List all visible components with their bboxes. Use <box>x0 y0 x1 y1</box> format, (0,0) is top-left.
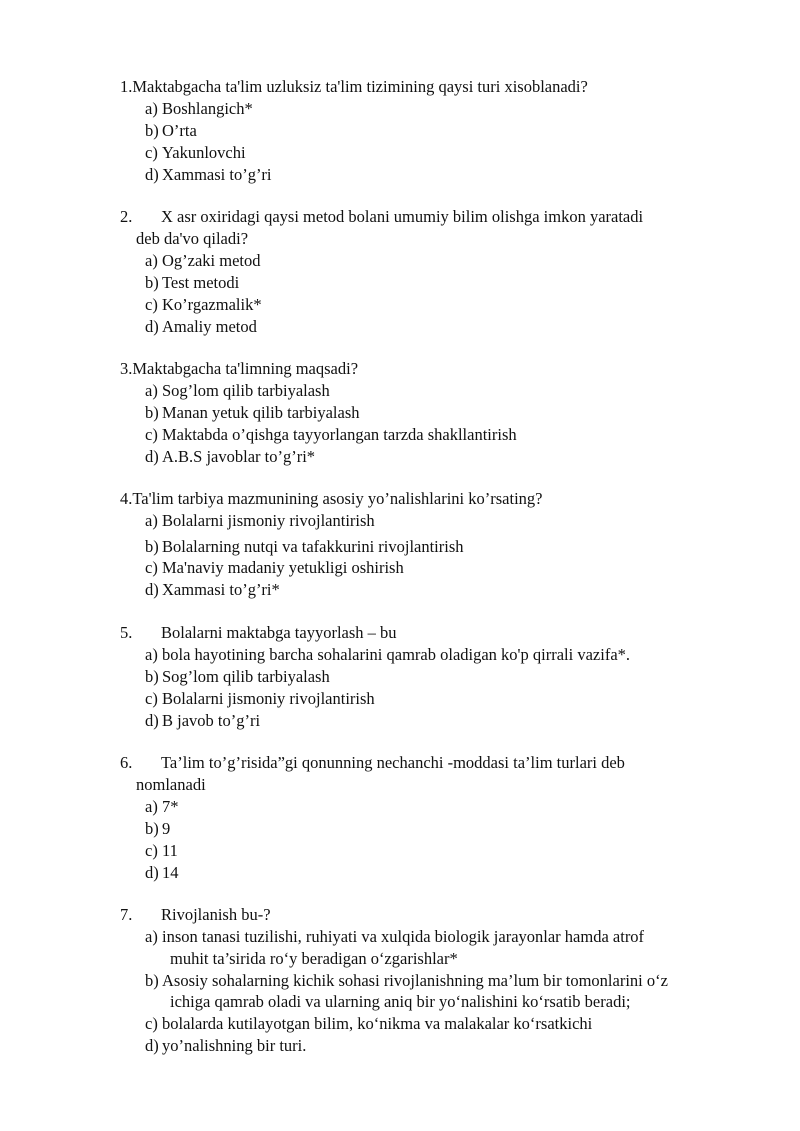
option-text: Asosiy sohalarning kichik sohasi rivojlanishning ma’lum bir tomonlarini o‘z <box>162 971 668 990</box>
question-stem: Rivojlanish bu-? <box>161 905 271 924</box>
option-text: 9 <box>162 819 171 838</box>
option-text: Xammasi to’g’ri <box>162 165 272 184</box>
option-b <box>145 120 197 142</box>
question-text <box>120 752 625 774</box>
option-text: Sog’lom qilib tarbiyalash <box>162 667 330 686</box>
option-b-continued: ichiga qamrab oladi va ularning aniq bir yo‘nalishini ko‘rsatib beradi; <box>170 992 631 1011</box>
option-letter: a) <box>145 797 158 816</box>
option-letter: d) <box>145 165 159 184</box>
option-text: Boshlangich* <box>162 99 253 118</box>
question-stem: Maktabgacha ta'limning maqsadi? <box>132 359 359 378</box>
option-a <box>145 98 253 120</box>
option-text: 11 <box>162 841 178 860</box>
option-letter: c) <box>145 841 158 860</box>
option-letter: a) <box>145 381 158 400</box>
option-b <box>145 272 239 294</box>
option-letter: b) <box>145 403 159 422</box>
option-text: inson tanasi tuzilishi, ruhiyati va xulqida biologik jarayonlar hamda atrof <box>162 927 645 946</box>
option-text: Sog’lom qilib tarbiyalash <box>162 381 330 400</box>
option-text: Og’zaki metod <box>162 251 261 270</box>
option-text: A.B.S javoblar to’g’ri* <box>162 447 316 466</box>
option-letter: d) <box>145 711 159 730</box>
option-b <box>145 818 170 840</box>
option-a <box>145 644 630 666</box>
option-letter: b) <box>145 667 159 686</box>
option-c <box>145 142 246 164</box>
option-text: Xammasi to’g’ri* <box>162 580 280 599</box>
question-text-continued: deb da'vo qiladi? <box>136 229 249 248</box>
option-letter: c) <box>145 295 158 314</box>
option-letter: b) <box>145 819 159 838</box>
option-c <box>145 1013 592 1035</box>
option-letter: c) <box>145 1014 158 1033</box>
option-text: 7* <box>162 797 179 816</box>
question-stem: Ta’lim to’g’risida”gi qonunning nechanchi -moddasi ta’lim turlari deb <box>161 753 625 772</box>
option-b <box>145 970 668 992</box>
option-c <box>145 557 404 579</box>
option-text: Bolalarning nutqi va tafakkurini rivojlantirish <box>162 537 464 556</box>
option-b <box>145 402 360 424</box>
question-stem: X asr oxiridagi qaysi metod bolani umumiy bilim olishga imkon yaratadi <box>161 207 644 226</box>
option-letter: b) <box>145 537 159 556</box>
question-stem: Bolalarni maktabga tayyorlash – bu <box>161 623 397 642</box>
option-d <box>145 164 272 186</box>
option-b <box>145 536 464 558</box>
option-text: bola hayotining barcha sohalarini qamrab oladigan ko'p qirrali vazifa*. <box>162 645 631 664</box>
option-text: yo’nalishning bir turi. <box>162 1036 307 1055</box>
question-stem: Maktabgacha ta'lim uzluksiz ta'lim tizimining qaysi turi xisoblanadi? <box>132 77 588 96</box>
option-a <box>145 250 261 272</box>
question-stem: Ta'lim tarbiya mazmunining asosiy yo’nalishlarini ko’rsating? <box>132 489 543 508</box>
option-a <box>145 510 375 532</box>
question-number: 4. <box>120 489 133 508</box>
option-text: Bolalarni jismoniy rivojlantirish <box>162 689 375 708</box>
option-text: Manan yetuk qilib tarbiyalash <box>162 403 360 422</box>
option-letter: d) <box>145 863 159 882</box>
option-b <box>145 666 330 688</box>
option-letter: c) <box>145 689 158 708</box>
option-text: bolalarda kutilayotgan bilim, ko‘nikma va malakalar ko‘rsatkichi <box>162 1014 593 1033</box>
question-text <box>120 904 271 926</box>
option-c <box>145 688 375 710</box>
question-text <box>120 206 643 228</box>
option-d <box>145 710 260 732</box>
option-letter: c) <box>145 558 158 577</box>
question-number: 5. <box>120 623 133 642</box>
option-letter: c) <box>145 425 158 444</box>
option-d <box>145 1035 306 1057</box>
option-c <box>145 424 517 446</box>
question-number: 6. <box>120 753 133 772</box>
option-c <box>145 840 178 862</box>
option-letter: d) <box>145 317 159 336</box>
option-text: 14 <box>162 863 179 882</box>
option-letter: a) <box>145 251 158 270</box>
option-a <box>145 926 644 948</box>
option-a <box>145 796 179 818</box>
option-text: Ko’rgazmalik* <box>162 295 262 314</box>
question-number: 3. <box>120 359 133 378</box>
question-text <box>120 488 542 510</box>
option-d <box>145 316 257 338</box>
option-letter: a) <box>145 511 158 530</box>
option-c <box>145 294 262 316</box>
option-letter: b) <box>145 971 159 990</box>
question-text <box>120 76 588 98</box>
question-number: 1. <box>120 77 133 96</box>
option-text: Ma'naviy madaniy yetukligi oshirish <box>162 558 404 577</box>
question-number: 7. <box>120 905 133 924</box>
option-text: Yakunlovchi <box>162 143 246 162</box>
question-number: 2. <box>120 207 133 226</box>
option-text: Bolalarni jismoniy rivojlantirish <box>162 511 375 530</box>
option-a <box>145 380 330 402</box>
question-text-continued: nomlanadi <box>136 775 206 794</box>
option-letter: d) <box>145 580 159 599</box>
option-letter: a) <box>145 927 158 946</box>
option-d <box>145 862 179 884</box>
option-letter: d) <box>145 447 159 466</box>
question-text <box>120 358 358 380</box>
option-d <box>145 446 315 468</box>
option-letter: b) <box>145 273 159 292</box>
option-a-continued: muhit ta’sirida ro‘y beradigan o‘zgarishlar* <box>170 949 458 968</box>
option-letter: d) <box>145 1036 159 1055</box>
option-letter: a) <box>145 645 158 664</box>
option-letter: c) <box>145 143 158 162</box>
option-text: Test metodi <box>162 273 240 292</box>
option-text: Amaliy metod <box>162 317 257 336</box>
question-text <box>120 622 397 644</box>
option-text: B javob to’g’ri <box>162 711 261 730</box>
option-d <box>145 579 280 601</box>
option-text: Maktabda o’qishga tayyorlangan tarzda shakllantirish <box>162 425 517 444</box>
option-letter: a) <box>145 99 158 118</box>
option-text: O’rta <box>162 121 197 140</box>
option-letter: b) <box>145 121 159 140</box>
